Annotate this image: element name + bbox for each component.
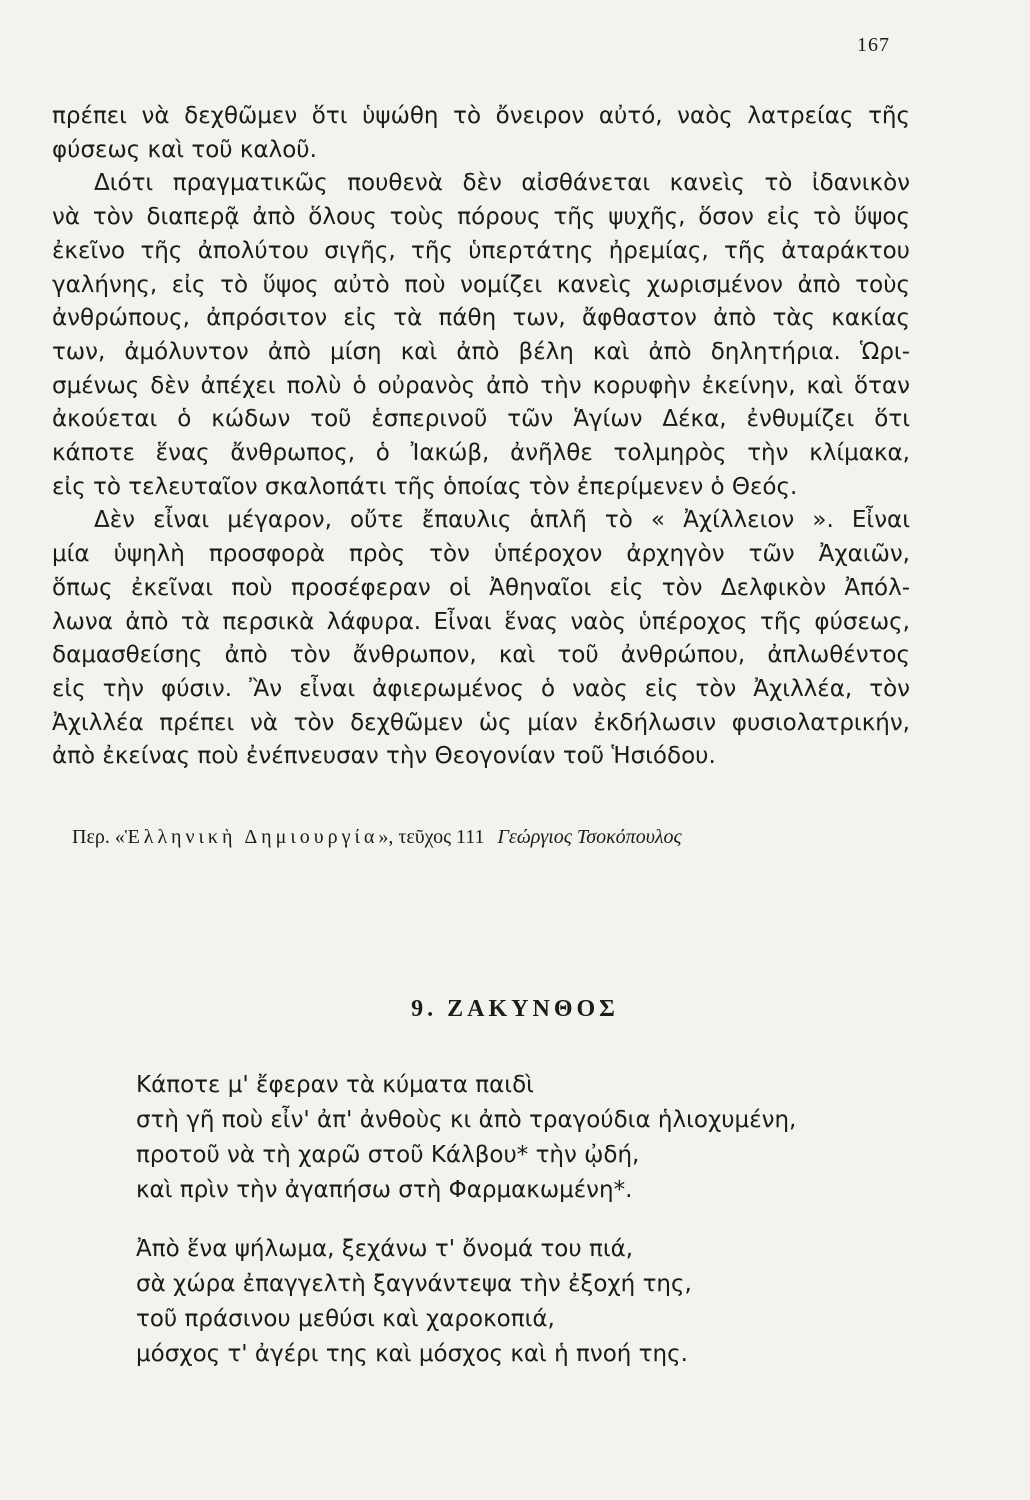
text-line: νὰ τὸν διαπερᾷ ἀπὸ ὅλους τοὺς πόρους τῆς ψυχῆς, ὅσον εἰς τὸ ὕψος xyxy=(52,204,910,231)
text-line: Δὲν εἶναι μέγαρον, οὔτε ἔπαυλις ἁπλῆ τὸ « Ἀχίλλειον ». Εἶναι xyxy=(94,507,910,534)
poem-line: Ἀπὸ ἕνα ψήλωμα, ξεχάνω τ' ὄνομά του πιά, xyxy=(136,1236,634,1262)
text-line: λωνα ἀπὸ τὰ περσικὰ λάφυρα. Εἶναι ἕνας ναὸς ὑπέροχος τῆς φύσεως, xyxy=(52,608,910,635)
paragraph-1 xyxy=(52,100,910,167)
text-line: μία ὑψηλὴ προσφορὰ πρὸς τὸν ὑπέροχον ἀρχηγὸν τῶν Ἀχαιῶν, xyxy=(52,541,910,568)
text-line: ἀπὸ ἐκείνας ποὺ ἐνέπνευσαν τὴν Θεογονίαν τοῦ Ἡσιόδου. xyxy=(52,743,716,770)
text-line: ἀκούεται ὁ κώδων τοῦ ἑσπερινοῦ τῶν Ἁγίων Δέκα, ἐνθυμίζει ὅτι xyxy=(52,406,910,433)
poem-line: σὰ χώρα ἐπαγγελτὴ ξαγνάντεψα τὴν ἐξοχή της, xyxy=(136,1271,692,1297)
section-title: 9. ΖΑΚΥΝΘΟΣ xyxy=(411,996,619,1022)
text-line: εἰς τὴν φύσιν. Ἂν εἶναι ἀφιερωμένος ὁ ναὸς εἰς τὸν Ἀχιλλέα, τὸν xyxy=(52,675,910,702)
poem-line: προτοῦ νὰ τὴ χαρῶ στοῦ Κάλβου* τὴν ᾠδή, xyxy=(136,1142,640,1168)
poem-stanza-1 xyxy=(136,1068,916,1208)
source-citation xyxy=(72,826,892,849)
text-line: των, ἀμόλυντον ἀπὸ μίση καὶ ἀπὸ βέλη καὶ ἀπὸ δηλητήρια. Ὡρι- xyxy=(52,338,910,365)
text-line: κάποτε ἕνας ἄνθρωπος, ὁ Ἰακώβ, ἀνῆλθε τολμηρὸς τὴν κλίμακα, xyxy=(52,440,910,467)
text-line: πρέπει νὰ δεχθῶμεν ὅτι ὑψώθη τὸ ὄνειρον αὐτό, ναὸς λατρείας τῆς xyxy=(52,103,910,129)
text-line: Διότι πραγματικῶς πουθενὰ δὲν αἰσθάνεται κανεὶς τὸ ἰδανικὸν xyxy=(94,170,910,197)
citation-author: Γεώργιος Τσοκόπουλος xyxy=(497,826,682,848)
poem-line: στὴ γῆ ποὺ εἶν' ἀπ' ἀνθοὺς κι ἀπὸ τραγούδια ἡλιοχυμένη, xyxy=(136,1107,797,1133)
page-number: 167 xyxy=(857,34,890,56)
text-line: ἐκεῖνο τῆς ἀπολύτου σιγῆς, τῆς ὑπερτάτης ἠρεμίας, τῆς ἀταράκτου xyxy=(52,237,910,264)
poem-line: μόσχος τ' ἀγέρι της καὶ μόσχος καὶ ἡ πνοή της. xyxy=(136,1341,688,1367)
text-line: ἀνθρώπους, ἀπρόσιτον εἰς τὰ πάθη των, ἄφθαστον ἀπὸ τὰς κακίας xyxy=(52,305,910,332)
poem-stanza-2 xyxy=(136,1232,916,1372)
text-line: Ἀχιλλέα πρέπει νὰ τὸν δεχθῶμεν ὡς μίαν ἐκδήλωσιν φυσιολατρικήν, xyxy=(52,709,910,736)
text-line: γαλήνης, εἰς τὸ ὕψος αὐτὸ ποὺ νομίζει κανεὶς χωρισμένον ἀπὸ τοὺς xyxy=(52,271,910,298)
citation-prefix: Περ. « xyxy=(72,826,125,848)
essay-text xyxy=(52,100,910,774)
paragraph-2 xyxy=(52,167,910,504)
text-line: σμένως δὲν ἀπέχει πολὺ ὁ οὐρανὸς ἀπὸ τὴν κορυφὴν ἐκείνην, καὶ ὅταν xyxy=(52,372,910,399)
paragraph-3 xyxy=(52,504,910,774)
text-line: δαμασθείσης ἀπὸ τὸν ἄνθρωπον, καὶ τοῦ ἀνθρώπου, ἀπλωθέντος xyxy=(52,642,910,669)
text-line: φύσεως καὶ τοῦ καλοῦ. xyxy=(52,136,317,163)
poem-line: καὶ πρὶν τὴν ἀγαπήσω στὴ Φαρμακωμένη*. xyxy=(136,1177,633,1203)
text-line: ὅπως ἐκεῖναι ποὺ προσέφεραν οἱ Ἀθηναῖοι εἰς τὸν Δελφικὸν Ἀπόλ- xyxy=(52,574,910,601)
citation-journal: Ἑλληνικὴ Δημιουργία xyxy=(124,826,379,848)
text-line: εἰς τὸ τελευταῖον σκαλοπάτι τῆς ὁποίας τὸν ἐπερίμενεν ὁ Θεός. xyxy=(52,473,798,500)
poem-line: Κάποτε μ' ἔφεραν τὰ κύματα παιδὶ xyxy=(136,1072,534,1098)
citation-issue: », τεῦχος 111 xyxy=(378,826,485,848)
poem-line: τοῦ πράσινου μεθύσι καὶ χαροκοπιά, xyxy=(136,1306,555,1332)
